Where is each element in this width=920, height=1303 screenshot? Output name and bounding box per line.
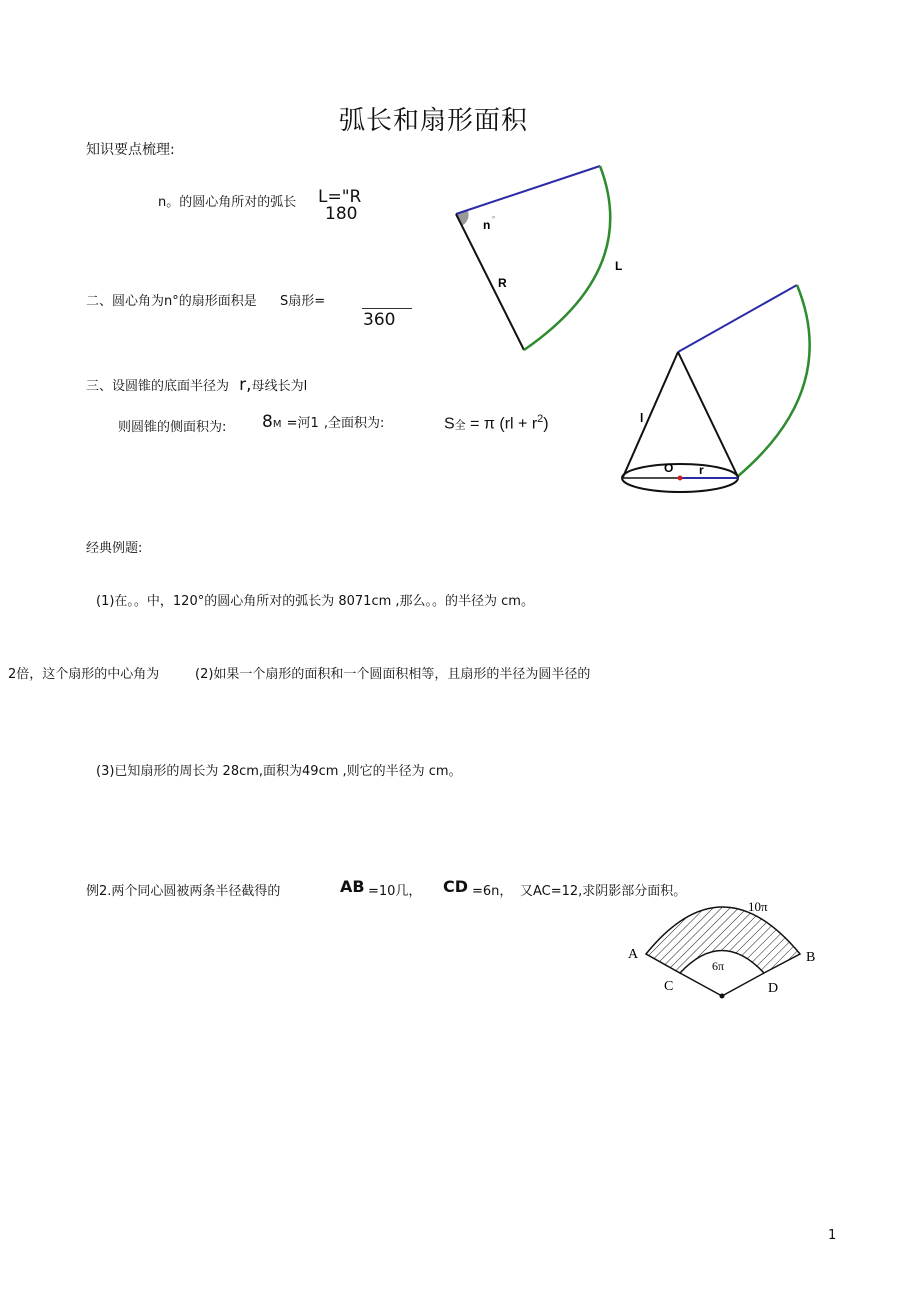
section-heading-examples: 经典例题: (86, 541, 143, 556)
cone-right-slant (678, 352, 738, 477)
label-outer-arc: 10π (748, 899, 768, 914)
arc-l (524, 166, 610, 350)
arc-length-text: n。的圆心角所对的弧长 (158, 195, 297, 210)
example-2-ab: AB (340, 877, 365, 896)
cone-lateral-label: 则圆锥的侧面积为: (118, 420, 227, 435)
fraction-line (362, 308, 412, 309)
example-1: (1)在。。中，120°的圆心角所对的弧长为 8071cm ,那么。。的半径为 cm。 (96, 594, 534, 609)
sector-area-denominator: 360 (363, 310, 396, 330)
lateral-a: 8 (262, 412, 273, 432)
cone-line-1 (86, 375, 307, 395)
page-title: 弧长和扇形面积 (339, 106, 529, 136)
label-deg: ° (492, 215, 496, 224)
lateral-b: =河1 (286, 416, 319, 431)
total-close: ) (543, 415, 549, 433)
sector-figure (440, 155, 623, 365)
cone-total-formula (444, 413, 549, 433)
label-l: L (615, 259, 623, 273)
cone-left-slant (623, 352, 678, 477)
label-inner-arc: 6π (712, 959, 725, 973)
label-a: A (628, 947, 639, 962)
label-n: n (483, 218, 491, 232)
radius-top-line (456, 166, 600, 214)
example-2-left: 2倍，这个扇形的中心角为 (8, 667, 160, 682)
sector-area-text: 二、圆心角为n°的扇形面积是 (86, 294, 257, 309)
example-2-right: (2)如果一个扇形的面积和一个圆面积相等，且扇形的半径为圆半径的 (195, 667, 591, 682)
sector-area-formula: S扇形= (280, 294, 326, 309)
radius-r-line (456, 214, 524, 350)
label-center-o: O (664, 461, 674, 475)
center-point (720, 994, 725, 999)
center-dot (678, 476, 683, 481)
label-d: D (768, 981, 779, 996)
example-2-cd-value: =6n， (472, 884, 513, 899)
lateral-c: ,全面积为: (323, 416, 385, 431)
annulus-figure (620, 890, 830, 1005)
label-c: C (664, 979, 674, 994)
arc-length-denominator: 180 (325, 204, 358, 224)
radius-od (722, 973, 764, 996)
page-number: 1 (828, 1228, 837, 1243)
cone-slant-text: 母线长为l (251, 379, 308, 394)
example-2-ab-value: =10几， (368, 884, 422, 899)
cone-top-line (678, 285, 797, 352)
label-slant-l: l (640, 411, 644, 425)
label-r: R (498, 276, 507, 290)
cone-radius-text: 三、设圆锥的底面半径为 (86, 379, 230, 394)
label-b: B (806, 950, 816, 965)
lateral-sub: M (272, 419, 282, 430)
label-radius-r: r (699, 463, 704, 477)
cone-figure (615, 280, 825, 500)
example-2-cd: CD (443, 877, 469, 896)
cone-lateral-formula (262, 412, 384, 432)
arc-length-formula: L="R (318, 187, 362, 207)
example-3: (3)已知扇形的周长为 28cm,面积为49cm ,则它的半径为 cm。 (96, 764, 462, 779)
cone-radius-symbol: r, (239, 375, 252, 395)
example-2-prefix: 例2.两个同心圆被两条半径截得的 (86, 884, 281, 899)
total-eq: = π (rl + r (470, 415, 538, 433)
radius-oc (680, 973, 722, 996)
section-heading-knowledge: 知识要点梳理: (86, 142, 175, 158)
total-sup: 2 (537, 413, 544, 425)
total-sub: 全 (454, 419, 466, 432)
unrolled-arc (737, 285, 810, 477)
total-s: S (444, 415, 455, 433)
example-2-rest: 又AC=12,求阴影部分面积。 (520, 884, 687, 899)
